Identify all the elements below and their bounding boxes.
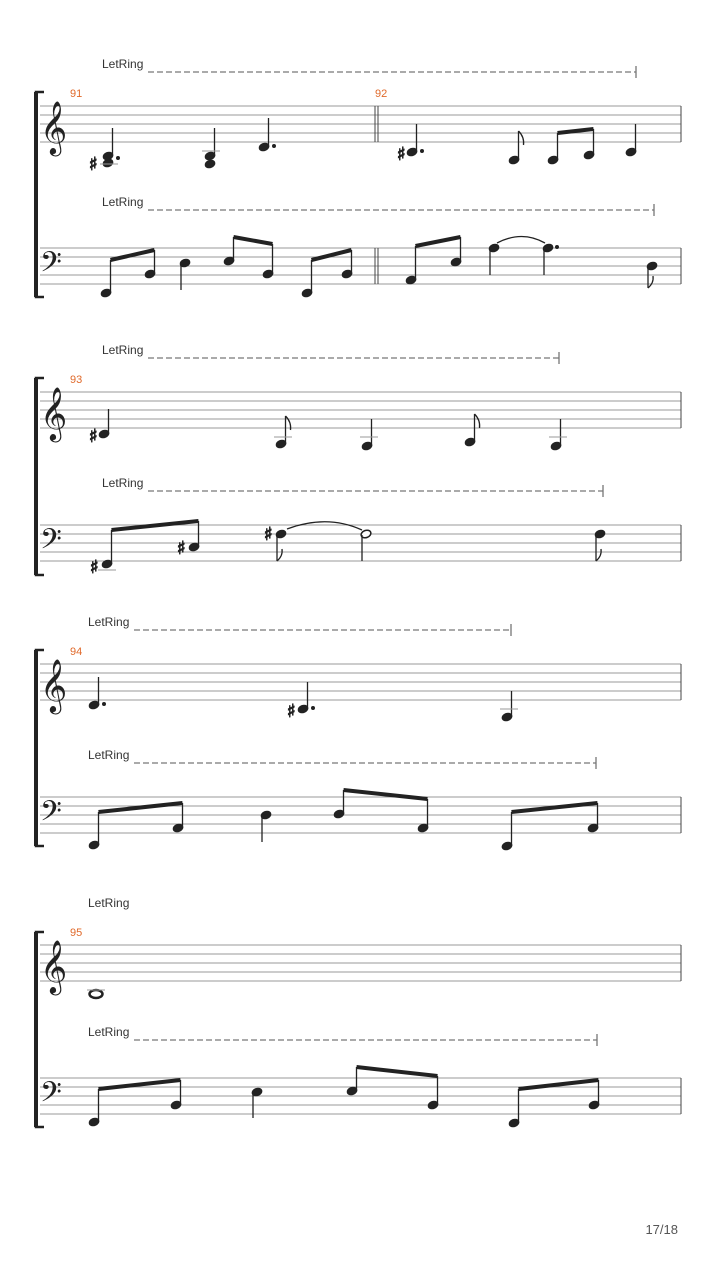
tie-icon <box>287 522 362 530</box>
letring-label: LetRing <box>102 476 144 490</box>
sharp-icon: ♯ <box>177 538 186 559</box>
letring-label: LetRing <box>88 615 130 629</box>
treble-staff <box>40 945 681 981</box>
measure-number: 94 <box>70 646 83 658</box>
page-number: 17/18 <box>645 1222 678 1237</box>
treble-notes-m91 <box>89 118 276 175</box>
bass-notes-m91-92 <box>100 237 658 299</box>
sharp-icon: ♯ <box>89 426 98 447</box>
bass-clef-icon: 𝄢 <box>40 523 62 563</box>
system-2 <box>36 343 681 578</box>
whole-note <box>90 990 103 998</box>
treble-clef-icon: 𝄞 <box>40 658 68 712</box>
bass-notes-m95 <box>88 1067 600 1128</box>
letring-label: LetRing <box>88 748 130 762</box>
bass-clef-icon: 𝄢 <box>40 246 62 286</box>
sharp-icon: ♯ <box>264 524 273 545</box>
measure-number: 95 <box>70 927 83 939</box>
treble-staff <box>40 392 681 428</box>
letring-label: LetRing <box>102 195 144 209</box>
bass-clef-icon: 𝄢 <box>40 1076 62 1116</box>
bass-staff <box>40 525 681 561</box>
sharp-icon: ♯ <box>287 701 296 722</box>
system-4 <box>36 896 681 1128</box>
measure-number: 93 <box>70 374 83 386</box>
treble-clef-icon: 𝄞 <box>40 100 68 154</box>
bass-notes-m94 <box>88 790 599 851</box>
letring-label: LetRing <box>102 343 144 357</box>
measure-number: 92 <box>375 88 388 100</box>
treble-clef-icon: 𝄞 <box>40 939 68 993</box>
treble-clef-icon: 𝄞 <box>40 386 68 440</box>
treble-notes-m95 <box>87 990 105 998</box>
sharp-icon: ♯ <box>89 154 98 175</box>
bass-clef-icon: 𝄢 <box>40 795 62 835</box>
letring-label: LetRing <box>88 1025 130 1039</box>
system-3 <box>36 615 681 851</box>
treble-notes-m92 <box>397 124 637 165</box>
treble-staff <box>40 106 681 142</box>
bass-notes-m93 <box>90 521 606 578</box>
system-1 <box>36 57 681 298</box>
treble-staff <box>40 664 681 700</box>
sharp-icon: ♯ <box>90 557 99 578</box>
tie-icon <box>497 237 545 244</box>
letring-label: LetRing <box>88 896 130 910</box>
sharp-icon: ♯ <box>397 144 406 165</box>
letring-label: LetRing <box>102 57 144 71</box>
measure-number: 91 <box>70 88 83 100</box>
treble-notes-m93 <box>89 409 567 451</box>
